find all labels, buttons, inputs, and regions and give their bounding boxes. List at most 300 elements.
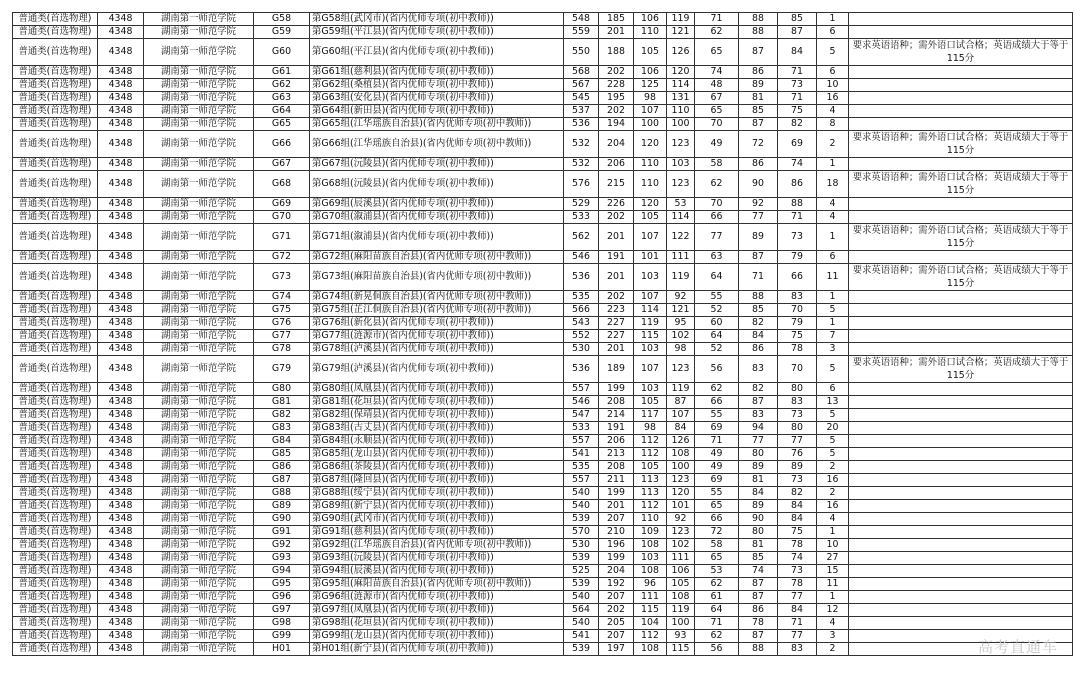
cell-physics: 66 [695,211,739,224]
cell-count: 6 [817,383,849,396]
cell-count: 15 [817,565,849,578]
cell-code: 4348 [98,422,144,435]
table-row [13,105,1073,118]
cell-english: 122 [667,224,695,251]
cell-english: 107 [667,409,695,422]
cell-group-code: G74 [254,291,310,304]
cell-group-code: G75 [254,304,310,317]
cell-subject3: 80 [778,383,817,396]
cell-physics: 71 [695,435,739,448]
cell-chinese: 205 [599,617,634,630]
cell-subject2: 88 [739,13,778,26]
cell-code: 4348 [98,118,144,131]
cell-score: 546 [564,396,599,409]
cell-code: 4348 [98,304,144,317]
cell-score: 529 [564,198,599,211]
cell-subject2: 81 [739,92,778,105]
cell-note [849,92,1073,105]
cell-group-code: G68 [254,171,310,198]
cell-group-name: 第G61组(慈利县)(省内优师专项(初中教师)) [310,66,564,79]
cell-school: 湖南第一师范学院 [144,474,254,487]
cell-note [849,617,1073,630]
cell-school: 湖南第一师范学院 [144,26,254,39]
cell-school: 湖南第一师范学院 [144,461,254,474]
cell-note [849,330,1073,343]
cell-physics: 62 [695,383,739,396]
cell-score: 536 [564,356,599,383]
cell-school: 湖南第一师范学院 [144,591,254,604]
cell-code: 4348 [98,158,144,171]
cell-group-name: 第G66组(江华瑶族自治县)(省内优师专项(初中教师)) [310,131,564,158]
cell-group-code: G91 [254,526,310,539]
cell-english: 121 [667,26,695,39]
cell-count: 5 [817,356,849,383]
cell-group-code: G92 [254,539,310,552]
cell-note [849,565,1073,578]
cell-chinese: 191 [599,422,634,435]
cell-count: 2 [817,643,849,656]
cell-english: 114 [667,79,695,92]
cell-score: 550 [564,39,599,66]
cell-category: 普通类(首选物理) [13,171,98,198]
cell-group-code: G87 [254,474,310,487]
cell-math: 96 [634,578,667,591]
cell-school: 湖南第一师范学院 [144,317,254,330]
cell-school: 湖南第一师范学院 [144,105,254,118]
cell-category: 普通类(首选物理) [13,198,98,211]
cell-group-name: 第G90组(武冈市)(省内优师专项(初中教师)) [310,513,564,526]
cell-group-code: G80 [254,383,310,396]
cell-physics: 48 [695,79,739,92]
cell-math: 112 [634,500,667,513]
cell-english: 120 [667,487,695,500]
cell-subject2: 89 [739,461,778,474]
cell-count: 4 [817,198,849,211]
cell-group-name: 第G86组(茶陵县)(省内优师专项(初中教师)) [310,461,564,474]
table-row [13,513,1073,526]
cell-subject2: 88 [739,26,778,39]
cell-code: 4348 [98,330,144,343]
cell-score: 535 [564,461,599,474]
cell-math: 105 [634,396,667,409]
cell-group-name: 第G60组(平江县)(省内优师专项(初中教师)) [310,39,564,66]
cell-count: 6 [817,66,849,79]
cell-group-name: 第G69组(辰溪县)(省内优师专项(初中教师)) [310,198,564,211]
cell-count: 3 [817,630,849,643]
cell-school: 湖南第一师范学院 [144,66,254,79]
cell-chinese: 188 [599,39,634,66]
cell-count: 4 [817,105,849,118]
cell-code: 4348 [98,461,144,474]
cell-count: 4 [817,513,849,526]
cell-count: 1 [817,13,849,26]
cell-subject3: 74 [778,158,817,171]
cell-physics: 56 [695,356,739,383]
cell-chinese: 207 [599,513,634,526]
table-row [13,565,1073,578]
table-row [13,526,1073,539]
cell-school: 湖南第一师范学院 [144,500,254,513]
cell-code: 4348 [98,500,144,513]
cell-english: 114 [667,211,695,224]
cell-group-name: 第G79组(泸溪县)(省内优师专项(初中教师)) [310,356,564,383]
cell-code: 4348 [98,617,144,630]
cell-category: 普通类(首选物理) [13,343,98,356]
cell-score: 570 [564,526,599,539]
cell-chinese: 201 [599,343,634,356]
cell-school: 湖南第一师范学院 [144,198,254,211]
cell-count: 10 [817,539,849,552]
cell-math: 106 [634,66,667,79]
cell-note [849,604,1073,617]
cell-note [849,13,1073,26]
cell-group-code: G98 [254,617,310,630]
cell-code: 4348 [98,409,144,422]
cell-group-name: 第G91组(慈利县)(省内优师专项(初中教师)) [310,526,564,539]
cell-school: 湖南第一师范学院 [144,526,254,539]
cell-group-name: 第G83组(古丈县)(省内优师专项(初中教师)) [310,422,564,435]
cell-count: 12 [817,604,849,617]
cell-school: 湖南第一师范学院 [144,131,254,158]
cell-code: 4348 [98,291,144,304]
cell-group-name: 第G63组(安化县)(省内优师专项(初中教师)) [310,92,564,105]
cell-category: 普通类(首选物理) [13,304,98,317]
cell-category: 普通类(首选物理) [13,409,98,422]
cell-note [849,66,1073,79]
cell-group-name: 第G59组(平江县)(省内优师专项(初中教师)) [310,26,564,39]
cell-note [849,343,1073,356]
cell-chinese: 192 [599,578,634,591]
table-row [13,448,1073,461]
cell-group-name: 第G96组(涟源市)(省内优师专项(初中教师)) [310,591,564,604]
cell-note [849,539,1073,552]
cell-english: 100 [667,118,695,131]
cell-english: 101 [667,500,695,513]
cell-note [849,435,1073,448]
cell-score: 525 [564,565,599,578]
cell-category: 普通类(首选物理) [13,526,98,539]
cell-math: 114 [634,304,667,317]
cell-score: 540 [564,617,599,630]
cell-math: 110 [634,171,667,198]
table-row [13,131,1073,158]
cell-math: 108 [634,565,667,578]
table-row [13,330,1073,343]
cell-group-code: G83 [254,422,310,435]
cell-subject3: 73 [778,474,817,487]
cell-count: 10 [817,79,849,92]
cell-code: 4348 [98,513,144,526]
cell-category: 普通类(首选物理) [13,461,98,474]
cell-code: 4348 [98,383,144,396]
cell-note [849,118,1073,131]
cell-english: 105 [667,578,695,591]
cell-category: 普通类(首选物理) [13,79,98,92]
cell-physics: 61 [695,591,739,604]
cell-code: 4348 [98,92,144,105]
cell-group-code: G67 [254,158,310,171]
cell-group-code: G93 [254,552,310,565]
cell-chinese: 202 [599,291,634,304]
cell-chinese: 214 [599,409,634,422]
cell-group-name: 第G73组(麻阳苗族自治县)(省内优师专项(初中教师)) [310,264,564,291]
cell-subject3: 69 [778,131,817,158]
cell-group-name: 第G65组(江华瑶族自治县)(省内优师专项(初中教师)) [310,118,564,131]
cell-group-code: G97 [254,604,310,617]
cell-code: 4348 [98,211,144,224]
cell-subject2: 87 [739,591,778,604]
cell-count: 3 [817,343,849,356]
cell-physics: 66 [695,513,739,526]
cell-category: 普通类(首选物理) [13,251,98,264]
cell-count: 1 [817,317,849,330]
cell-group-name: 第G98组(花垣县)(省内优师专项(初中教师)) [310,617,564,630]
cell-school: 湖南第一师范学院 [144,578,254,591]
cell-group-name: 第G71组(溆浦县)(省内优师专项(初中教师)) [310,224,564,251]
table-row [13,317,1073,330]
cell-english: 53 [667,198,695,211]
cell-note [849,251,1073,264]
cell-category: 普通类(首选物理) [13,591,98,604]
table-row [13,539,1073,552]
cell-code: 4348 [98,317,144,330]
cell-category: 普通类(首选物理) [13,13,98,26]
cell-score: 536 [564,264,599,291]
cell-group-name: 第G88组(绥宁县)(省内优师专项(初中教师)) [310,487,564,500]
cell-note: 要求英语语种；需外语口试合格；英语成绩大于等于115分 [849,39,1073,66]
cell-group-name: 第G78组(泸溪县)(省内优师专项(初中教师)) [310,343,564,356]
cell-subject2: 89 [739,224,778,251]
cell-code: 4348 [98,356,144,383]
cell-chinese: 201 [599,500,634,513]
cell-physics: 74 [695,66,739,79]
cell-note [849,158,1073,171]
cell-group-code: G70 [254,211,310,224]
table-row [13,79,1073,92]
cell-math: 110 [634,158,667,171]
cell-math: 103 [634,552,667,565]
cell-math: 125 [634,79,667,92]
cell-code: 4348 [98,539,144,552]
cell-subject2: 92 [739,198,778,211]
cell-group-name: 第G82组(保靖县)(省内优师专项(初中教师)) [310,409,564,422]
cell-code: 4348 [98,591,144,604]
cell-note [849,304,1073,317]
cell-category: 普通类(首选物理) [13,264,98,291]
cell-school: 湖南第一师范学院 [144,630,254,643]
cell-code: 4348 [98,79,144,92]
cell-group-code: G76 [254,317,310,330]
cell-chinese: 206 [599,435,634,448]
cell-school: 湖南第一师范学院 [144,343,254,356]
table-row [13,92,1073,105]
cell-category: 普通类(首选物理) [13,356,98,383]
cell-code: 4348 [98,630,144,643]
cell-category: 普通类(首选物理) [13,158,98,171]
cell-chinese: 226 [599,198,634,211]
cell-physics: 49 [695,448,739,461]
cell-count: 4 [817,617,849,630]
cell-note [849,383,1073,396]
cell-math: 120 [634,131,667,158]
cell-code: 4348 [98,396,144,409]
table-row [13,211,1073,224]
cell-subject2: 87 [739,251,778,264]
cell-code: 4348 [98,552,144,565]
cell-group-code: G63 [254,92,310,105]
cell-math: 107 [634,224,667,251]
cell-math: 107 [634,291,667,304]
cell-note [849,422,1073,435]
cell-subject2: 87 [739,118,778,131]
cell-math: 103 [634,264,667,291]
table-row [13,500,1073,513]
cell-physics: 49 [695,461,739,474]
cell-subject2: 83 [739,356,778,383]
cell-group-code: G61 [254,66,310,79]
cell-subject3: 76 [778,448,817,461]
cell-math: 105 [634,211,667,224]
cell-score: 562 [564,224,599,251]
table-row [13,552,1073,565]
cell-subject2: 90 [739,513,778,526]
cell-group-name: 第G85组(龙山县)(省内优师专项(初中教师)) [310,448,564,461]
cell-english: 126 [667,39,695,66]
table-row [13,39,1073,66]
cell-math: 108 [634,643,667,656]
cell-physics: 62 [695,630,739,643]
cell-physics: 62 [695,171,739,198]
cell-english: 120 [667,66,695,79]
cell-subject3: 89 [778,461,817,474]
cell-note [849,26,1073,39]
cell-note [849,291,1073,304]
cell-subject2: 81 [739,539,778,552]
cell-score: 564 [564,604,599,617]
cell-group-code: G85 [254,448,310,461]
cell-group-name: 第G77组(涟源市)(省内优师专项(初中教师)) [310,330,564,343]
cell-english: 108 [667,448,695,461]
cell-physics: 55 [695,409,739,422]
cell-code: 4348 [98,224,144,251]
cell-category: 普通类(首选物理) [13,66,98,79]
cell-school: 湖南第一师范学院 [144,224,254,251]
cell-math: 111 [634,591,667,604]
cell-english: 131 [667,92,695,105]
cell-math: 103 [634,343,667,356]
cell-category: 普通类(首选物理) [13,291,98,304]
cell-physics: 71 [695,617,739,630]
cell-english: 123 [667,526,695,539]
cell-chinese: 202 [599,66,634,79]
cell-group-code: G82 [254,409,310,422]
cell-subject3: 83 [778,396,817,409]
cell-subject3: 83 [778,291,817,304]
cell-group-code: G78 [254,343,310,356]
cell-subject2: 85 [739,304,778,317]
cell-subject2: 94 [739,422,778,435]
cell-chinese: 199 [599,487,634,500]
cell-chinese: 201 [599,224,634,251]
cell-count: 2 [817,487,849,500]
cell-subject2: 87 [739,396,778,409]
cell-physics: 69 [695,422,739,435]
cell-group-code: G64 [254,105,310,118]
cell-subject2: 81 [739,474,778,487]
cell-category: 普通类(首选物理) [13,487,98,500]
cell-group-code: G73 [254,264,310,291]
cell-physics: 52 [695,304,739,317]
cell-code: 4348 [98,171,144,198]
cell-physics: 65 [695,500,739,513]
cell-subject3: 78 [778,343,817,356]
cell-school: 湖南第一师范学院 [144,617,254,630]
cell-subject2: 86 [739,66,778,79]
cell-math: 113 [634,474,667,487]
cell-score: 557 [564,435,599,448]
cell-group-name: 第G92组(江华瑶族自治县)(省内优师专项(初中教师)) [310,539,564,552]
cell-group-name: 第G74组(新晃侗族自治县)(省内优师专项(初中教师)) [310,291,564,304]
table-row [13,461,1073,474]
cell-physics: 55 [695,487,739,500]
cell-chinese: 199 [599,552,634,565]
cell-group-name: 第G93组(沅陵县)(省内优师专项(初中教师)) [310,552,564,565]
cell-count: 7 [817,330,849,343]
cell-math: 112 [634,630,667,643]
cell-category: 普通类(首选物理) [13,211,98,224]
cell-score: 540 [564,487,599,500]
cell-school: 湖南第一师范学院 [144,304,254,317]
cell-english: 119 [667,264,695,291]
cell-group-name: 第G84组(永顺县)(省内优师专项(初中教师)) [310,435,564,448]
table-row [13,343,1073,356]
cell-english: 111 [667,251,695,264]
cell-count: 5 [817,39,849,66]
cell-group-code: G94 [254,565,310,578]
cell-english: 110 [667,105,695,118]
cell-subject3: 82 [778,118,817,131]
cell-chinese: 204 [599,565,634,578]
cell-category: 普通类(首选物理) [13,448,98,461]
cell-group-name: 第G64组(新田县)(省内优师专项(初中教师)) [310,105,564,118]
cell-physics: 70 [695,118,739,131]
cell-category: 普通类(首选物理) [13,565,98,578]
cell-subject2: 77 [739,435,778,448]
cell-math: 100 [634,118,667,131]
cell-subject2: 86 [739,604,778,617]
cell-subject3: 73 [778,409,817,422]
cell-score: 541 [564,630,599,643]
cell-subject2: 82 [739,383,778,396]
cell-chinese: 191 [599,251,634,264]
cell-chinese: 215 [599,171,634,198]
cell-subject3: 79 [778,317,817,330]
cell-score: 559 [564,26,599,39]
cell-school: 湖南第一师范学院 [144,604,254,617]
cell-note [849,317,1073,330]
cell-school: 湖南第一师范学院 [144,409,254,422]
cell-category: 普通类(首选物理) [13,617,98,630]
cell-subject3: 83 [778,643,817,656]
cell-subject2: 86 [739,158,778,171]
cell-school: 湖南第一师范学院 [144,79,254,92]
cell-note [849,487,1073,500]
cell-english: 98 [667,343,695,356]
cell-subject3: 84 [778,500,817,513]
cell-group-name: 第G72组(麻阳苗族自治县)(省内优师专项(初中教师)) [310,251,564,264]
cell-note [849,198,1073,211]
cell-subject2: 89 [739,500,778,513]
